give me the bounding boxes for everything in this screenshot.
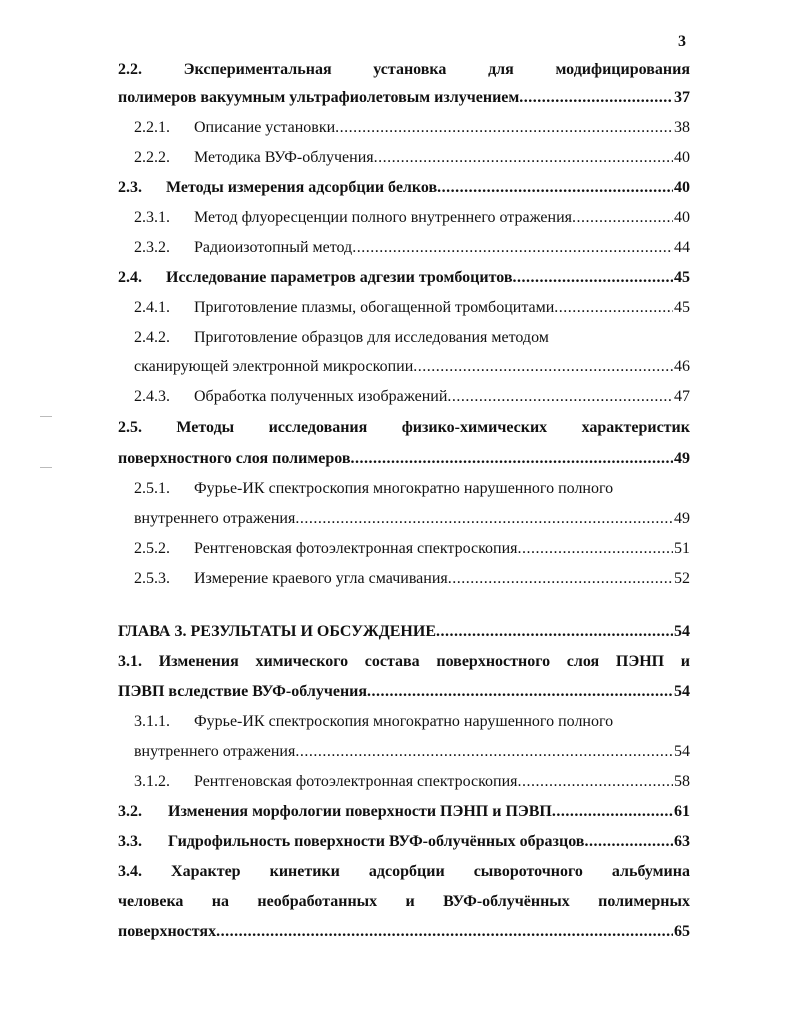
title-word: и: [680, 653, 690, 670]
section-number: 2.4.: [118, 269, 142, 286]
toc-entry-2-5-1-line1[interactable]: [134, 478, 690, 500]
dot-leader: [584, 831, 673, 853]
title-word: характеристик: [581, 419, 690, 436]
title-word: модифицирования: [555, 61, 690, 78]
scan-margin-mark: [40, 467, 52, 468]
toc-entry-2-2-line2[interactable]: [118, 87, 690, 109]
page-ref: 49: [674, 450, 690, 467]
page-ref: 49: [674, 510, 690, 527]
page-ref: 61: [674, 803, 690, 820]
entry-title: сканирующей электронной микроскопии: [134, 358, 414, 375]
dot-leader: [518, 771, 673, 793]
toc-entry-2-5-2[interactable]: [134, 538, 690, 560]
entry-title: Радиоизотопный метод: [194, 239, 353, 256]
section-number: 3.1.1.: [134, 713, 170, 730]
dot-leader: [552, 801, 673, 823]
section-number: 2.3.: [118, 179, 142, 196]
section-number: 2.2.: [118, 61, 142, 78]
entry-title: внутреннего отражения: [134, 510, 296, 527]
title-word: и: [405, 893, 415, 910]
toc-entry-2-5-line2[interactable]: [118, 448, 690, 470]
dot-leader: [413, 356, 673, 378]
entry-title: полимеров вакуумным ультрафиолетовым излучением: [118, 89, 520, 106]
section-number: 2.5.3.: [134, 570, 170, 587]
entry-title: поверхностях: [118, 923, 217, 940]
title-word: человека: [118, 893, 184, 910]
dot-leader: [512, 267, 673, 289]
entry-title: Метод флуоресценции полного внутреннего отражения: [194, 209, 573, 226]
chapter-title: ГЛАВА 3. РЕЗУЛЬТАТЫ И ОБСУЖДЕНИЕ: [118, 623, 436, 640]
page-ref: 38: [674, 119, 690, 136]
dot-leader: [448, 568, 673, 590]
title-word: химического: [255, 653, 349, 670]
dot-leader: [335, 117, 673, 139]
toc-entry-2-3[interactable]: [118, 177, 690, 199]
title-word: установка: [373, 61, 447, 78]
toc-entry-2-3-1[interactable]: [134, 207, 690, 229]
title-word: на: [211, 893, 230, 910]
page-ref: 37: [674, 89, 690, 106]
entry-title: Приготовление плазмы, обогащенной тромбоцитами: [194, 299, 555, 316]
entry-title: Обработка полученных изображений: [194, 388, 448, 405]
dot-leader: [295, 741, 673, 763]
page-ref: 52: [674, 570, 690, 587]
title-word: слоя: [566, 653, 600, 670]
dot-leader: [447, 386, 673, 408]
page-ref: 63: [674, 833, 690, 850]
dot-leader: [216, 921, 673, 943]
page-ref: 54: [674, 743, 690, 760]
toc-entry-3-1-1-line1[interactable]: [134, 711, 690, 733]
title-word: Экспериментальная: [183, 61, 332, 78]
dot-leader: [572, 207, 673, 229]
toc-entry-2-2-2[interactable]: [134, 147, 690, 169]
toc-entry-3-4-line3[interactable]: [118, 921, 690, 943]
page-ref: 47: [674, 388, 690, 405]
entry-title: Фурье-ИК спектроскопия многократно нарушенного полного: [194, 713, 614, 730]
page-ref: 45: [674, 269, 690, 286]
page-ref: 44: [674, 239, 690, 256]
section-number: 3.1.2.: [134, 773, 170, 790]
title-word: необработанных: [257, 893, 378, 910]
section-number: 2.4.1.: [134, 299, 170, 316]
toc-entry-2-5-1-line2[interactable]: [134, 508, 690, 530]
title-word: полимерных: [598, 893, 690, 910]
toc-entry-2-5-line1[interactable]: [118, 417, 690, 439]
title-word: адсорбции: [368, 863, 445, 880]
entry-title: Рентгеновская фотоэлектронная спектроскопия: [194, 773, 518, 790]
entry-title: Методика ВУФ-облучения: [194, 149, 374, 166]
entry-title: Измерение краевого угла смачивания: [194, 570, 448, 587]
title-word: поверхностного: [436, 653, 551, 670]
dot-leader: [367, 681, 673, 703]
toc-entry-2-2-1[interactable]: [134, 117, 690, 139]
section-number: 3.3.: [118, 833, 142, 850]
section-number: 2.3.1.: [134, 209, 170, 226]
toc-entry-3-4-line1[interactable]: [118, 861, 690, 883]
page-ref: 54: [674, 623, 690, 640]
dot-leader: [518, 538, 673, 560]
toc-entry-3-1-2[interactable]: [134, 771, 690, 793]
toc-entry-2-3-2[interactable]: [134, 237, 690, 259]
page-ref: 40: [674, 179, 690, 196]
section-number: 2.4.3.: [134, 388, 170, 405]
entry-title: Исследование параметров адгезии тромбоцитов: [166, 269, 513, 286]
toc-entry-3-1-line1[interactable]: [118, 651, 690, 673]
toc-entry-2-4-2-line1[interactable]: [134, 327, 690, 349]
title-word: Методы: [176, 419, 235, 436]
entry-title: Методы измерения адсорбции белков: [166, 179, 438, 196]
toc-entry-3-4-line2[interactable]: [118, 891, 690, 913]
section-number: 2.5.2.: [134, 540, 170, 557]
toc-entry-3-1-1-line2[interactable]: [134, 741, 690, 763]
entry-title: Изменения морфологии поверхности ПЭНП и ПЭВП: [168, 803, 552, 820]
page-ref: 65: [674, 923, 690, 940]
toc-entry-2-5-3[interactable]: [134, 568, 690, 590]
title-word: ПЭНП: [615, 653, 665, 670]
entry-title: Описание установки: [194, 119, 336, 136]
section-number: 2.4.2.: [134, 329, 170, 346]
toc-entry-2-4-1[interactable]: [134, 297, 690, 319]
toc-entry-3-2[interactable]: [118, 801, 690, 823]
section-number: 2.5.1.: [134, 480, 170, 497]
page-ref: 46: [674, 358, 690, 375]
entry-title: Приготовление образцов для исследования методом: [194, 329, 549, 346]
title-word: Изменения: [158, 653, 239, 670]
dot-leader: [295, 508, 673, 530]
dot-leader: [374, 147, 673, 169]
toc-entry-3-1-line2[interactable]: [118, 681, 690, 703]
toc-entry-2-2-line1[interactable]: [118, 59, 690, 81]
entry-title: ПЭВП вследствие ВУФ-облучения: [118, 683, 368, 700]
toc-entry-2-4-3[interactable]: [134, 386, 690, 408]
dot-leader: [351, 448, 674, 470]
title-word: ВУФ-облучённых: [443, 893, 570, 910]
section-number: 2.5.: [118, 419, 142, 436]
section-number: 2.2.1.: [134, 119, 170, 136]
dot-leader: [437, 177, 673, 199]
section-number: 3.1.: [118, 653, 142, 670]
title-word: для: [488, 61, 514, 78]
entry-title: поверхностного слоя полимеров: [118, 450, 351, 467]
entry-title: внутреннего отражения: [134, 743, 296, 760]
page-ref: 58: [674, 773, 690, 790]
title-word: физико-химических: [401, 419, 548, 436]
section-number: 3.4.: [118, 863, 142, 880]
entry-title: Гидрофильность поверхности ВУФ-облучённых образцов: [168, 833, 585, 850]
title-word: альбумина: [611, 863, 690, 880]
page-ref: 51: [674, 540, 690, 557]
page-number: 3: [678, 33, 686, 50]
dot-leader: [519, 87, 673, 109]
toc-entry-2-4-2-line2[interactable]: [134, 356, 690, 378]
title-word: Характер: [171, 863, 241, 880]
title-word: кинетики: [269, 863, 340, 880]
toc-chapter-3[interactable]: [118, 621, 690, 643]
toc-entry-2-4[interactable]: [118, 267, 690, 289]
toc-entry-3-3[interactable]: [118, 831, 690, 853]
dot-leader: [352, 237, 673, 259]
section-number: 2.3.2.: [134, 239, 170, 256]
entry-title: Рентгеновская фотоэлектронная спектроскопия: [194, 540, 518, 557]
title-word: сывороточного: [473, 863, 583, 880]
section-number: 2.2.2.: [134, 149, 170, 166]
dot-leader: [554, 297, 673, 319]
page-ref: 40: [674, 209, 690, 226]
page-ref: 54: [674, 683, 690, 700]
page-ref: 40: [674, 149, 690, 166]
page-ref: 45: [674, 299, 690, 316]
title-word: состава: [364, 653, 420, 670]
title-word: исследования: [268, 419, 368, 436]
dot-leader: [436, 621, 673, 643]
scan-margin-mark: [40, 416, 52, 417]
section-number: 3.2.: [118, 803, 142, 820]
entry-title: Фурье-ИК спектроскопия многократно нарушенного полного: [194, 480, 614, 497]
